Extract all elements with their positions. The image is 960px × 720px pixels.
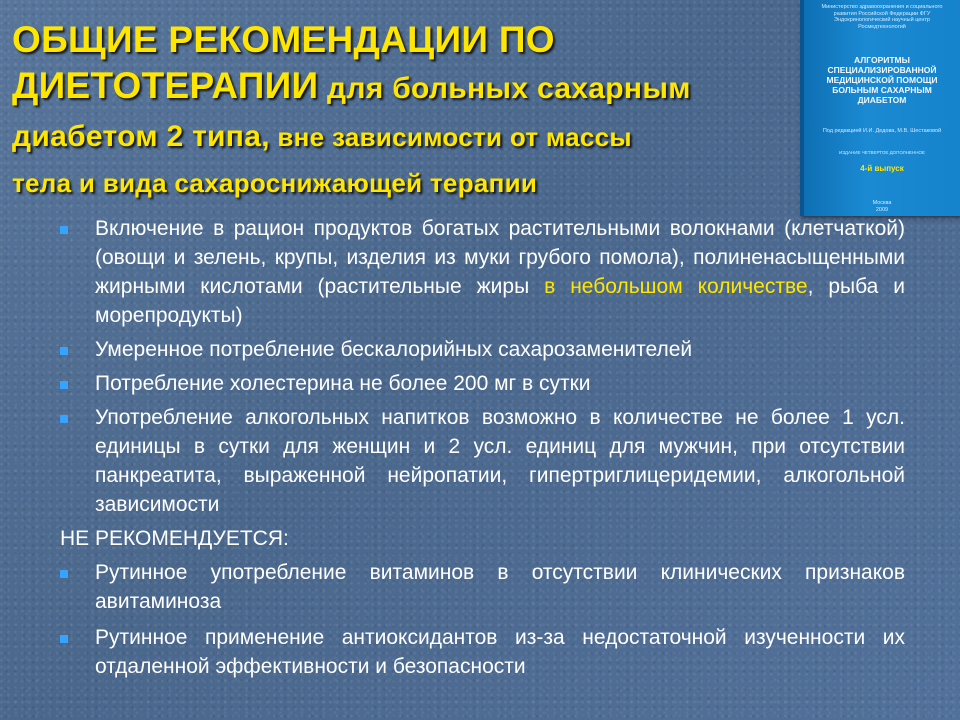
book-year: 2009	[875, 206, 889, 213]
list-item	[60, 403, 905, 519]
slide-title	[12, 16, 802, 203]
item-text: Потребление холестерина не более 200 мг в сутки	[95, 372, 591, 395]
book-edition: ИЗДАНИЕ ЧЕТВЕРТОЕ ДОПОЛНЕННОЕ	[838, 150, 926, 155]
book-city: Москва	[872, 200, 892, 206]
item-text: Рутинное употребление витаминов в отсутствии клинических признаков авитаминоза	[95, 561, 905, 613]
slide-body	[60, 214, 905, 681]
list-item	[60, 335, 905, 364]
square-bullet-icon	[60, 226, 68, 234]
not-recommended-heading: НЕ РЕКОМЕНДУЕТСЯ:	[60, 527, 289, 550]
square-bullet-icon	[60, 570, 68, 578]
list-item	[60, 369, 905, 398]
title-line-3-rest: вне зависимости от массы	[269, 122, 632, 152]
title-line-3-big: диабетом 2 типа,	[12, 120, 270, 153]
square-bullet-icon	[60, 347, 68, 355]
title-line-2-rest: для больных сахарным	[318, 72, 691, 105]
item-highlight: в небольшом количестве	[544, 275, 808, 298]
item-text: Умеренное потребление бескалорийных сахарозаменителей	[95, 338, 693, 361]
list-item	[60, 214, 905, 330]
square-bullet-icon	[60, 635, 68, 643]
book-cover-image	[800, 0, 960, 216]
book-title: АЛГОРИТМЫ СПЕЦИАЛИЗИРОВАННОЙ МЕДИЦИНСКОЙ ПОМОЩИ БОЛЬНЫМ САХАРНЫМ ДИАБЕТОМ	[826, 55, 938, 105]
book-publisher: Министерство здравоохранения и социального развития Российской Федерации ФГУ Эндокринологический научный центр Росмедтехнологий	[821, 4, 943, 30]
book-editors: Под редакцией И.И. Дедова, М.В. Шестаковой	[822, 128, 942, 134]
list-item	[60, 623, 905, 681]
title-line-1: ОБЩИЕ РЕКОМЕНДАЦИИ ПО	[12, 19, 555, 60]
list-item	[60, 558, 905, 616]
square-bullet-icon	[60, 415, 68, 423]
item-text: Включение в рацион продуктов богатых растительными волокнами (клетчаткой) (овощи и зелень, крупы, изделия из муки грубого помола), полиненасыщенными жирными кислотами (растительные жиры	[95, 217, 905, 298]
title-line-2	[12, 64, 802, 116]
item-text-end: , рыба и морепродукты)	[95, 275, 906, 327]
item-text: Рутинное применение антиоксидантов из-за недостаточной изученности их отдаленной эффективности и безопасности	[95, 626, 905, 678]
title-line-3	[12, 116, 802, 163]
title-line-2-big: ДИЕТОТЕРАПИИ	[12, 65, 319, 106]
title-line-4: тела и вида сахароснижающей терапии	[12, 168, 538, 198]
book-issue: 4-й выпуск	[860, 164, 904, 173]
book-city-year	[812, 200, 952, 213]
item-text: Употребление алкогольных напитков возможно в количестве не более 1 усл. единицы в сутки для женщин и 2 усл. единиц для мужчин, при отсутствии панкреатита, выраженной нейропатии, гипертриглицеридемии, алкогольной зависимости	[95, 406, 905, 516]
square-bullet-icon	[60, 381, 68, 389]
